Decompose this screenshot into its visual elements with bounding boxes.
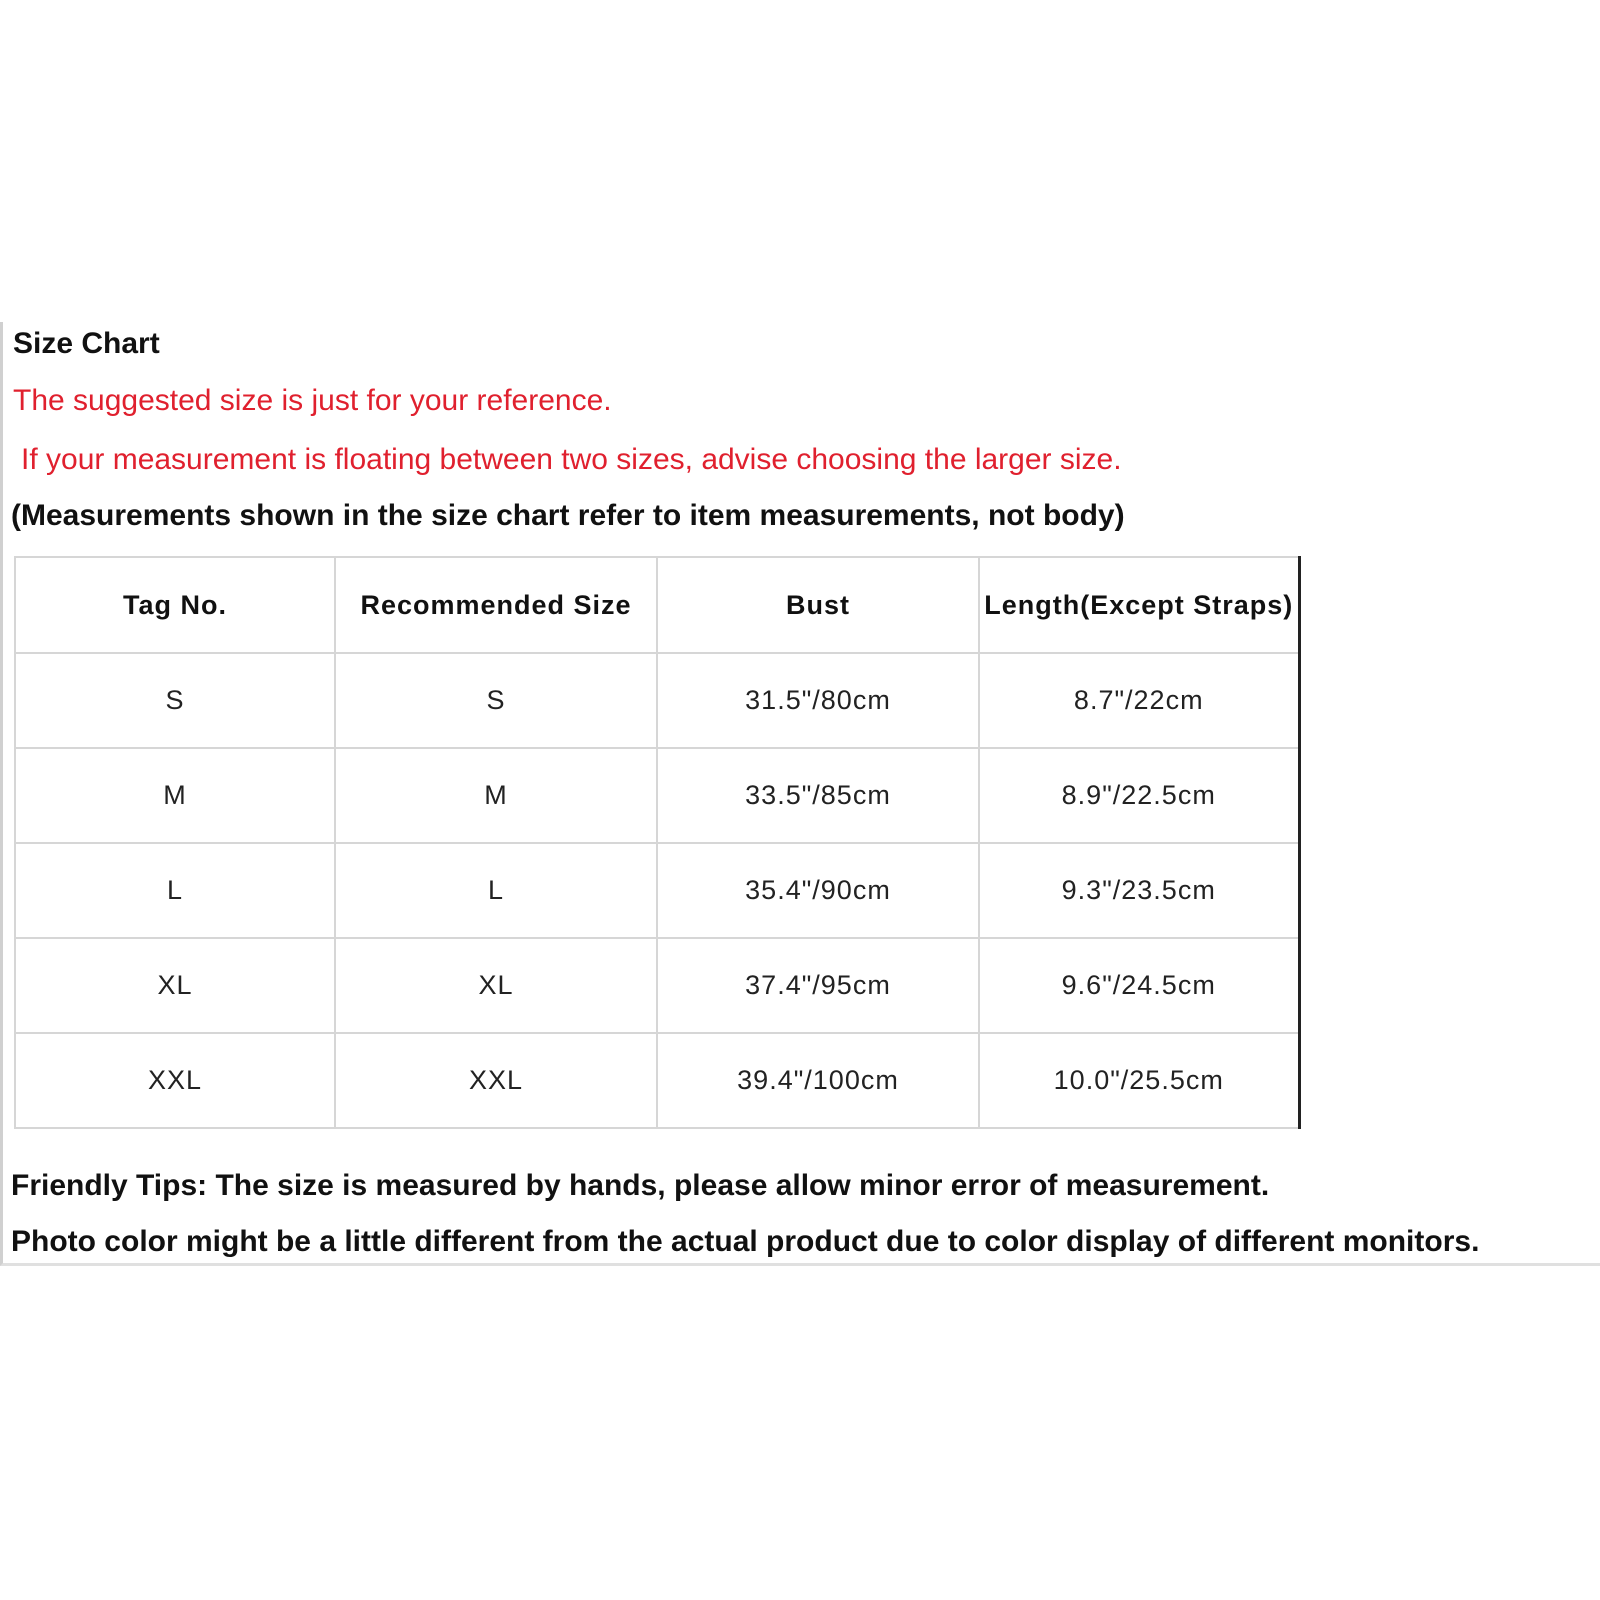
cell-tag-no: S [15,653,335,748]
cell-recommended-size: M [335,748,657,843]
photo-color-note: Photo color might be a little different from the actual product due to color display of different monitors. [11,1225,1480,1258]
size-chart-panel [0,322,1600,1266]
cell-bust: 39.4"/100cm [657,1033,979,1128]
header-bust: Bust [657,557,979,653]
cell-length: 9.3"/23.5cm [979,843,1299,938]
reference-note: The suggested size is just for your reference. [13,384,612,417]
cell-length: 8.7"/22cm [979,653,1299,748]
cell-bust: 33.5"/85cm [657,748,979,843]
cell-length: 9.6"/24.5cm [979,938,1299,1033]
cell-tag-no: XL [15,938,335,1033]
larger-size-advice-note: If your measurement is floating between two sizes, advise choosing the larger size. [21,443,1122,476]
item-measurement-note: (Measurements shown in the size chart refer to item measurements, not body) [11,499,1125,532]
size-chart-title: Size Chart [13,327,160,360]
table-row [15,1033,1299,1128]
cell-length: 10.0"/25.5cm [979,1033,1299,1128]
header-tag-no: Tag No. [15,557,335,653]
cell-bust: 35.4"/90cm [657,843,979,938]
cell-length: 8.9"/22.5cm [979,748,1299,843]
table-row [15,748,1299,843]
cell-tag-no: XXL [15,1033,335,1128]
size-table [14,556,1301,1129]
table-row [15,938,1299,1033]
cell-recommended-size: L [335,843,657,938]
cell-recommended-size: XL [335,938,657,1033]
table-row [15,843,1299,938]
cell-recommended-size: S [335,653,657,748]
cell-recommended-size: XXL [335,1033,657,1128]
table-row [15,653,1299,748]
cell-bust: 37.4"/95cm [657,938,979,1033]
table-header-row [15,557,1299,653]
friendly-tips-note: Friendly Tips: The size is measured by hands, please allow minor error of measurement. [11,1169,1270,1202]
cell-tag-no: M [15,748,335,843]
cell-bust: 31.5"/80cm [657,653,979,748]
header-length: Length(Except Straps) [979,557,1299,653]
header-recommended-size: Recommended Size [335,557,657,653]
cell-tag-no: L [15,843,335,938]
